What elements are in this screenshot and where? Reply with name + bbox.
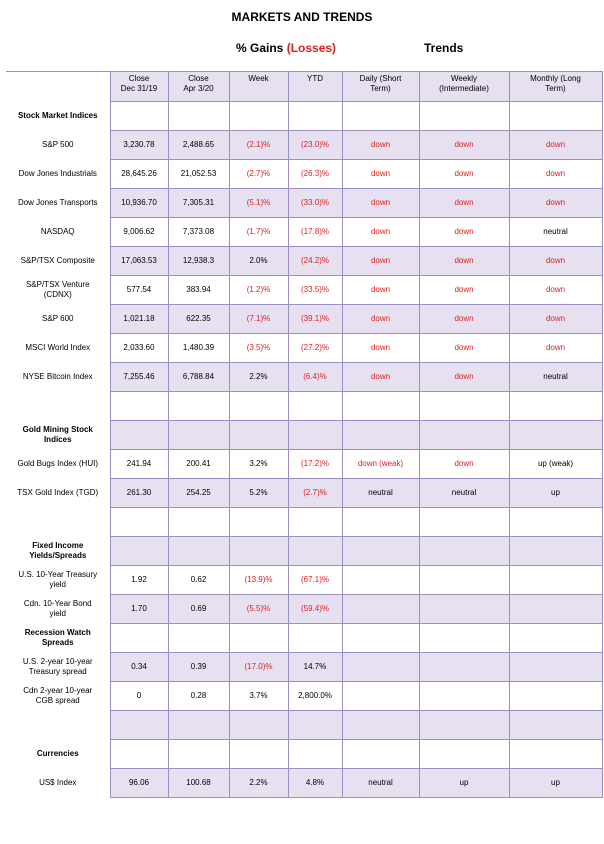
table-row xyxy=(6,508,602,537)
table-row xyxy=(6,363,602,392)
table-cell: down xyxy=(419,305,509,334)
table-cell: 0 xyxy=(110,682,168,711)
table-cell xyxy=(342,537,419,566)
table-cell xyxy=(509,566,602,595)
table-cell: 241.94 xyxy=(110,450,168,479)
row-label: S&P 600 xyxy=(42,314,74,323)
table-cell: down xyxy=(419,218,509,247)
table-cell xyxy=(419,711,509,740)
table-cell: (6.4)% xyxy=(288,363,342,392)
table-cell xyxy=(419,508,509,537)
table-cell xyxy=(419,102,509,131)
table-cell: down xyxy=(419,334,509,363)
table-cell: 577.54 xyxy=(110,276,168,305)
table-row xyxy=(6,334,602,363)
table-cell xyxy=(509,682,602,711)
table-cell: (5.1)% xyxy=(229,189,288,218)
table-cell: 14.7% xyxy=(288,653,342,682)
table-cell: 0.39 xyxy=(168,653,229,682)
table-cell xyxy=(342,508,419,537)
table-cell xyxy=(110,421,168,450)
table-cell xyxy=(419,740,509,769)
table-cell: down xyxy=(419,276,509,305)
table-cell xyxy=(419,566,509,595)
row-label: TSX Gold Index (TGD) xyxy=(17,488,99,497)
row-label xyxy=(6,392,110,421)
table-row xyxy=(6,711,602,740)
table-cell: (13.9)% xyxy=(229,566,288,595)
table-cell: 2.0% xyxy=(229,247,288,276)
table-cell xyxy=(288,537,342,566)
table-cell: 200.41 xyxy=(168,450,229,479)
section-heading: Recession Watch Spreads xyxy=(24,628,91,647)
column-header-row xyxy=(6,72,602,102)
table-row xyxy=(6,160,602,189)
table-cell xyxy=(168,421,229,450)
table-cell: 0.69 xyxy=(168,595,229,624)
column-header: Weekly (Intermediate) xyxy=(419,72,509,102)
table-row xyxy=(6,653,602,682)
table-cell xyxy=(342,653,419,682)
row-label: Gold Bugs Index (HUI) xyxy=(17,459,98,468)
table-cell: (2.1)% xyxy=(229,131,288,160)
row-label: S&P/TSX Composite xyxy=(20,256,95,265)
table-row xyxy=(6,769,602,798)
table-cell: down xyxy=(419,247,509,276)
table-cell xyxy=(342,421,419,450)
table-row xyxy=(6,740,602,769)
table-row xyxy=(6,218,602,247)
row-label: S&P/TSX Venture (CDNX) xyxy=(25,280,90,299)
table-cell: 3.2% xyxy=(229,450,288,479)
table-row xyxy=(6,392,602,421)
table-cell: down xyxy=(342,131,419,160)
table-cell xyxy=(229,508,288,537)
table-cell: 12,938.3 xyxy=(168,247,229,276)
row-label: Dow Jones Industrials xyxy=(18,169,97,178)
table-cell xyxy=(229,537,288,566)
table-cell: 96.06 xyxy=(110,769,168,798)
table-cell: 3,230.78 xyxy=(110,131,168,160)
table-row xyxy=(6,247,602,276)
table-cell xyxy=(342,624,419,653)
table-cell xyxy=(168,392,229,421)
table-cell xyxy=(509,711,602,740)
table-cell: down xyxy=(342,218,419,247)
table-cell xyxy=(509,392,602,421)
section-heading: Currencies xyxy=(36,749,79,758)
table-cell: neutral xyxy=(342,769,419,798)
table-cell xyxy=(229,392,288,421)
table-cell: 7,255.46 xyxy=(110,363,168,392)
table-cell xyxy=(509,740,602,769)
row-label xyxy=(6,711,110,740)
table-cell xyxy=(168,508,229,537)
row-label: U.S. 10-Year Treasury yield xyxy=(18,570,98,589)
table-cell xyxy=(342,102,419,131)
table-cell: up xyxy=(419,769,509,798)
column-header: Week xyxy=(229,72,288,102)
table-cell: 2.2% xyxy=(229,363,288,392)
table-cell: down xyxy=(509,160,602,189)
table-cell xyxy=(229,624,288,653)
table-cell xyxy=(288,740,342,769)
table-cell: down xyxy=(342,276,419,305)
column-header: Daily (Short Term) xyxy=(342,72,419,102)
table-cell: (1.2)% xyxy=(229,276,288,305)
table-cell: down xyxy=(419,189,509,218)
table-cell: 2,800.0% xyxy=(288,682,342,711)
table-cell: 6,788.84 xyxy=(168,363,229,392)
row-label: US$ Index xyxy=(39,778,77,787)
table-cell: 3.7% xyxy=(229,682,288,711)
table-cell: (3.5)% xyxy=(229,334,288,363)
table-cell: neutral xyxy=(509,218,602,247)
table-cell xyxy=(419,624,509,653)
table-row xyxy=(6,305,602,334)
table-cell: down xyxy=(342,334,419,363)
table-cell: (5.5)% xyxy=(229,595,288,624)
table-cell: 10,936.70 xyxy=(110,189,168,218)
table-cell: down xyxy=(509,334,602,363)
table-cell: up xyxy=(509,769,602,798)
table-row xyxy=(6,276,602,305)
table-cell: down xyxy=(419,450,509,479)
column-header: YTD xyxy=(288,72,342,102)
table-cell xyxy=(509,653,602,682)
table-cell xyxy=(342,682,419,711)
table-row xyxy=(6,450,602,479)
table-cell: 4.8% xyxy=(288,769,342,798)
table-cell: neutral xyxy=(342,479,419,508)
table-cell xyxy=(110,537,168,566)
table-cell xyxy=(110,740,168,769)
table-cell: down xyxy=(509,247,602,276)
table-cell: 254.25 xyxy=(168,479,229,508)
gains-subtitle xyxy=(236,41,336,55)
row-label: NYSE Bitcoin Index xyxy=(22,372,93,381)
table-cell: down xyxy=(509,305,602,334)
table-cell xyxy=(509,102,602,131)
header-blank xyxy=(6,72,110,102)
table-cell: down xyxy=(419,131,509,160)
table-cell: 28,645.26 xyxy=(110,160,168,189)
table-cell xyxy=(342,595,419,624)
section-heading: Fixed Income Yields/Spreads xyxy=(29,541,87,560)
table-cell xyxy=(288,711,342,740)
table-cell: (33.0)% xyxy=(288,189,342,218)
table-cell: 0.28 xyxy=(168,682,229,711)
table-cell: (24.2)% xyxy=(288,247,342,276)
table-row xyxy=(6,624,602,653)
table-cell: (1.7)% xyxy=(229,218,288,247)
table-row xyxy=(6,131,602,160)
table-cell: (23.0)% xyxy=(288,131,342,160)
table-cell: 9,006.62 xyxy=(110,218,168,247)
table-cell xyxy=(110,624,168,653)
row-label: Cdn. 10-Year Bond yield xyxy=(23,599,92,618)
table-cell xyxy=(419,392,509,421)
table-cell: down xyxy=(342,160,419,189)
table-cell xyxy=(419,421,509,450)
table-cell: 2,033.60 xyxy=(110,334,168,363)
row-label: U.S. 2-year 10-year Treasury spread xyxy=(22,657,93,676)
table-cell xyxy=(419,537,509,566)
table-cell: 21,052.53 xyxy=(168,160,229,189)
table-cell: 100.68 xyxy=(168,769,229,798)
table-cell: 5.2% xyxy=(229,479,288,508)
table-row xyxy=(6,682,602,711)
table-cell: down xyxy=(509,189,602,218)
table-cell: (39.1)% xyxy=(288,305,342,334)
table-cell xyxy=(229,421,288,450)
column-header: Close Dec 31/19 xyxy=(110,72,168,102)
table-cell xyxy=(419,682,509,711)
table-cell: 1,021.18 xyxy=(110,305,168,334)
table-cell: (17.0)% xyxy=(229,653,288,682)
table-cell xyxy=(342,711,419,740)
table-cell xyxy=(168,102,229,131)
table-cell xyxy=(342,740,419,769)
section-heading: Gold Mining Stock Indices xyxy=(22,425,93,444)
table-cell xyxy=(288,102,342,131)
row-label: Dow Jones Transports xyxy=(17,198,98,207)
table-cell: down xyxy=(509,276,602,305)
table-cell: (17.2)% xyxy=(288,450,342,479)
table-cell: 17,063.53 xyxy=(110,247,168,276)
table-cell xyxy=(110,392,168,421)
table-cell xyxy=(229,740,288,769)
table-row xyxy=(6,479,602,508)
table-cell xyxy=(110,711,168,740)
column-header: Monthly (Long Term) xyxy=(509,72,602,102)
table-cell: down xyxy=(509,131,602,160)
table-cell xyxy=(168,740,229,769)
table-cell xyxy=(288,624,342,653)
table-row xyxy=(6,566,602,595)
table-cell: 2.2% xyxy=(229,769,288,798)
table-cell: 622.35 xyxy=(168,305,229,334)
table-cell: 383.94 xyxy=(168,276,229,305)
table-cell: (2.7)% xyxy=(229,160,288,189)
table-cell: 7,305.31 xyxy=(168,189,229,218)
page-title: MARKETS AND TRENDS xyxy=(231,10,373,24)
table-cell: 2,488.65 xyxy=(168,131,229,160)
table-cell: (7.1)% xyxy=(229,305,288,334)
table-cell: (17.8)% xyxy=(288,218,342,247)
table-cell: 1.70 xyxy=(110,595,168,624)
table-row xyxy=(6,595,602,624)
table-cell: (27.2)% xyxy=(288,334,342,363)
table-row xyxy=(6,537,602,566)
table-cell: 1.92 xyxy=(110,566,168,595)
table-cell xyxy=(419,595,509,624)
table-cell: down xyxy=(342,305,419,334)
table-cell xyxy=(342,566,419,595)
table-cell: up xyxy=(509,479,602,508)
table-cell: 261.30 xyxy=(110,479,168,508)
gains-label: % Gains xyxy=(236,41,284,55)
column-header: Close Apr 3/20 xyxy=(168,72,229,102)
table-cell: down xyxy=(342,189,419,218)
table-cell xyxy=(110,508,168,537)
table-cell xyxy=(509,537,602,566)
table-cell xyxy=(509,624,602,653)
table-cell: up (weak) xyxy=(509,450,602,479)
table-cell xyxy=(229,102,288,131)
table-cell: (59.4)% xyxy=(288,595,342,624)
table-cell: (2.7)% xyxy=(288,479,342,508)
table-cell xyxy=(110,102,168,131)
row-label: MSCI World Index xyxy=(25,343,91,352)
table-cell xyxy=(509,508,602,537)
table-cell: (67.1)% xyxy=(288,566,342,595)
row-label: S&P 500 xyxy=(42,140,74,149)
table-cell: (26.3)% xyxy=(288,160,342,189)
table-cell: down xyxy=(342,247,419,276)
table-cell: down xyxy=(342,363,419,392)
table-cell: down xyxy=(419,363,509,392)
table-cell xyxy=(229,711,288,740)
table-cell xyxy=(509,595,602,624)
trends-subtitle: Trends xyxy=(424,41,464,55)
markets-table xyxy=(6,71,603,798)
table-cell: down xyxy=(419,160,509,189)
table-cell xyxy=(288,392,342,421)
losses-label: (Losses) xyxy=(286,41,337,55)
table-cell xyxy=(168,624,229,653)
table-cell: 0.34 xyxy=(110,653,168,682)
table-cell xyxy=(288,421,342,450)
table-row xyxy=(6,421,602,450)
table-cell xyxy=(168,711,229,740)
table-row xyxy=(6,189,602,218)
row-label xyxy=(6,508,110,537)
table-cell: neutral xyxy=(419,479,509,508)
table-row xyxy=(6,102,602,131)
table-cell: neutral xyxy=(509,363,602,392)
row-label: Cdn 2-year 10-year CGB spread xyxy=(23,686,93,705)
table-cell: down (weak) xyxy=(342,450,419,479)
row-label: NASDAQ xyxy=(40,227,75,236)
table-cell: (33.5)% xyxy=(288,276,342,305)
table-cell xyxy=(509,421,602,450)
table-cell: 1,480.39 xyxy=(168,334,229,363)
section-heading: Stock Market Indices xyxy=(17,111,98,120)
table-cell xyxy=(342,392,419,421)
table-cell xyxy=(288,508,342,537)
table-cell: 0.62 xyxy=(168,566,229,595)
table-cell: 7,373.08 xyxy=(168,218,229,247)
table-cell xyxy=(419,653,509,682)
table-cell xyxy=(168,537,229,566)
